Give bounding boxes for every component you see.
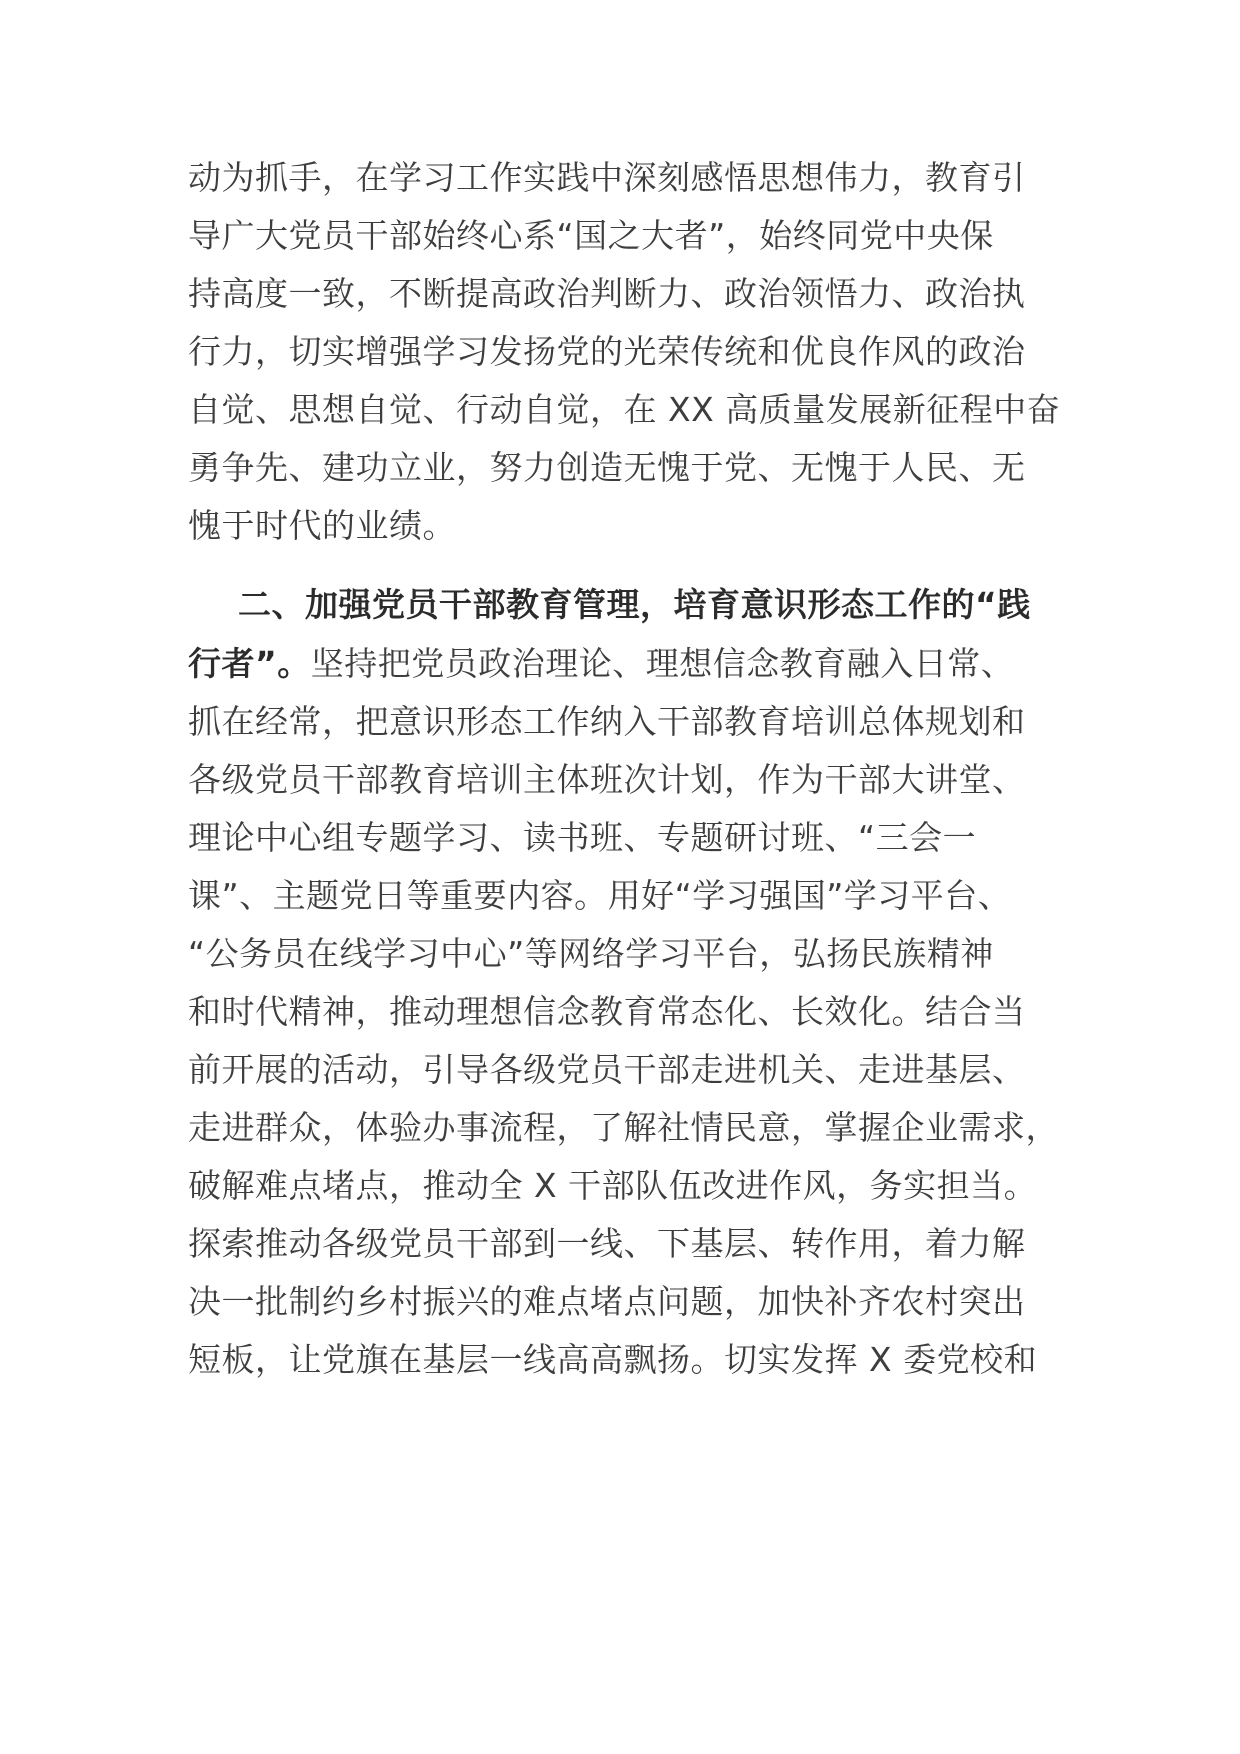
paragraph-line: 动为抓手，在学习工作实践中深刻感悟思想伟力，教育引 [188, 158, 1026, 197]
paragraph-line: 自觉、思想自觉、行动自觉，在 XX 高质量发展新征程中奋 [188, 390, 1061, 429]
paragraph-line: 各级党员干部教育培训主体班次计划，作为干部大讲堂、 [188, 760, 1026, 799]
paragraph-line: 前开展的活动，引导各级党员干部走进机关、走进基层、 [188, 1050, 1026, 1089]
paragraph-line: 导广大党员干部始终心系“国之大者”，始终同党中央保 [188, 216, 994, 255]
paragraph-line: 抓在经常，把意识形态工作纳入干部教育培训总体规划和 [188, 702, 1026, 741]
paragraph-line: 理论中心组专题学习、读书班、专题研讨班、“三会一 [188, 818, 977, 857]
section-heading: 二、加强党员干部教育管理，培育意识形态工作的“践 [238, 585, 1031, 624]
paragraph-line: 决一批制约乡村振兴的难点堵点问题，加快补齐农村突出 [188, 1282, 1026, 1321]
paragraph-line: 愧于时代的业绩。 [188, 506, 456, 545]
paragraph-line: “公务员在线学习中心”等网络学习平台，弘扬民族精神 [188, 934, 994, 973]
paragraph-line: 走进群众，体验办事流程，了解社情民意，掌握企业需求， [188, 1108, 1059, 1147]
paragraph-line: 探索推动各级党员干部到一线、下基层、转作用，着力解 [188, 1224, 1026, 1263]
section-heading-end: 行者”。 [188, 644, 311, 683]
paragraph-line [188, 644, 1014, 684]
paragraph-line: 破解难点堵点，推动全 X 干部队伍改进作风，务实担当。 [188, 1166, 1038, 1205]
paragraph-line: 持高度一致，不断提高政治判断力、政治领悟力、政治执 [188, 274, 1026, 313]
paragraph-text: 坚持把党员政治理论、理想信念教育融入日常、 [310, 644, 1015, 683]
paragraph-line: 和时代精神，推动理想信念教育常态化、长效化。结合当 [188, 992, 1026, 1031]
paragraph-line: 行力，切实增强学习发扬党的光荣传统和优良作风的政治 [188, 332, 1026, 371]
paragraph-line: 课”、主题党日等重要内容。用好“学习强国”学习平台、 [188, 876, 1012, 915]
paragraph-line: 勇争先、建功立业，努力创造无愧于党、无愧于人民、无 [188, 448, 1026, 487]
paragraph-line: 短板，让党旗在基层一线高高飘扬。切实发挥 X 委党校和 [188, 1340, 1038, 1379]
